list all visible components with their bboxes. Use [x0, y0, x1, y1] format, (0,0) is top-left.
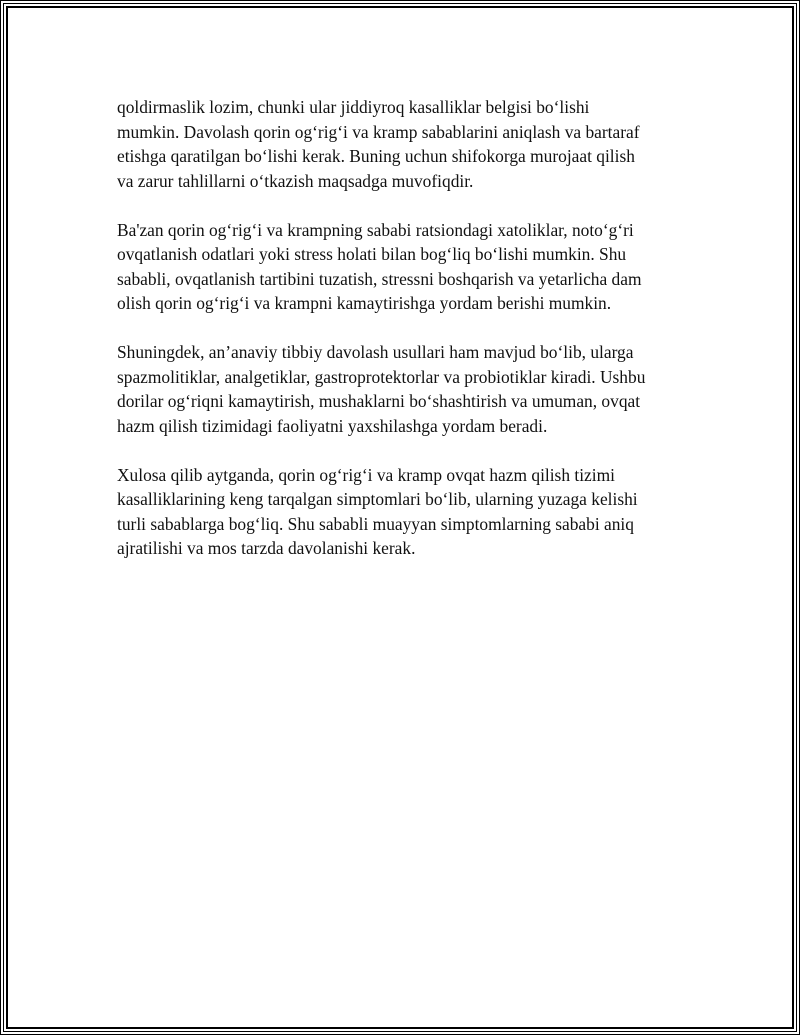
text-line: mumkin. Davolash qorin og‘rig‘i va kramp sabablarini aniqlash va bartaraf	[117, 121, 640, 142]
paragraph-3	[117, 340, 687, 438]
text-line: etishga qaratilgan bo‘lishi kerak. Buning uchun shifokorga murojaat qilish	[117, 146, 635, 166]
text-line: Xulosa qilib aytganda, qorin og‘rig‘i va kramp ovqat hazm qilish tizimi	[117, 464, 615, 485]
text-line: va zarur tahlillarni o‘tkazish maqsadga muvofiqdir.	[117, 170, 474, 191]
text-line: hazm qilish tizimidagi faoliyatni yaxshilashga yordam beradi.	[117, 415, 548, 436]
paragraph-1	[117, 95, 687, 193]
text-line: qoldirmaslik lozim, chunki ular jiddiyroq kasalliklar belgisi bo‘lishi	[117, 97, 590, 117]
text-line: ovqatlanish odatlari yoki stress holati bilan bog‘liq bo‘lishi mumkin. Shu	[117, 244, 627, 264]
paragraph-4	[117, 463, 687, 561]
text-line: sababli, ovqatlanish tartibini tuzatish, stressni boshqarish va yetarlicha dam	[117, 268, 642, 289]
text-line: olish qorin og‘rig‘i va krampni kamaytirishga yordam berishi mumkin.	[117, 293, 612, 313]
text-line: turli sabablarga bog‘liq. Shu sababli muayyan simptomlarning sababi aniq	[117, 513, 634, 534]
document-body	[117, 95, 687, 585]
text-line: Ba'zan qorin og‘rig‘i va krampning sababi ratsiondagi xatoliklar, noto‘g‘ri	[117, 219, 634, 240]
text-line: ajratilishi va mos tarzda davolanishi kerak.	[117, 538, 416, 558]
text-line: Shuningdek, an’anaviy tibbiy davolash usullari ham mavjud bo‘lib, ularga	[117, 342, 634, 362]
text-line: dorilar og‘riqni kamaytirish, mushaklarni bo‘shashtirish va umuman, ovqat	[117, 391, 641, 411]
paragraph-2	[117, 218, 687, 316]
text-line: kasalliklarining keng tarqalgan simptomlari bo‘lib, ularning yuzaga kelishi	[117, 489, 638, 509]
text-line: spazmolitiklar, analgetiklar, gastroprotektorlar va probiotiklar kiradi. Ushbu	[117, 366, 646, 387]
